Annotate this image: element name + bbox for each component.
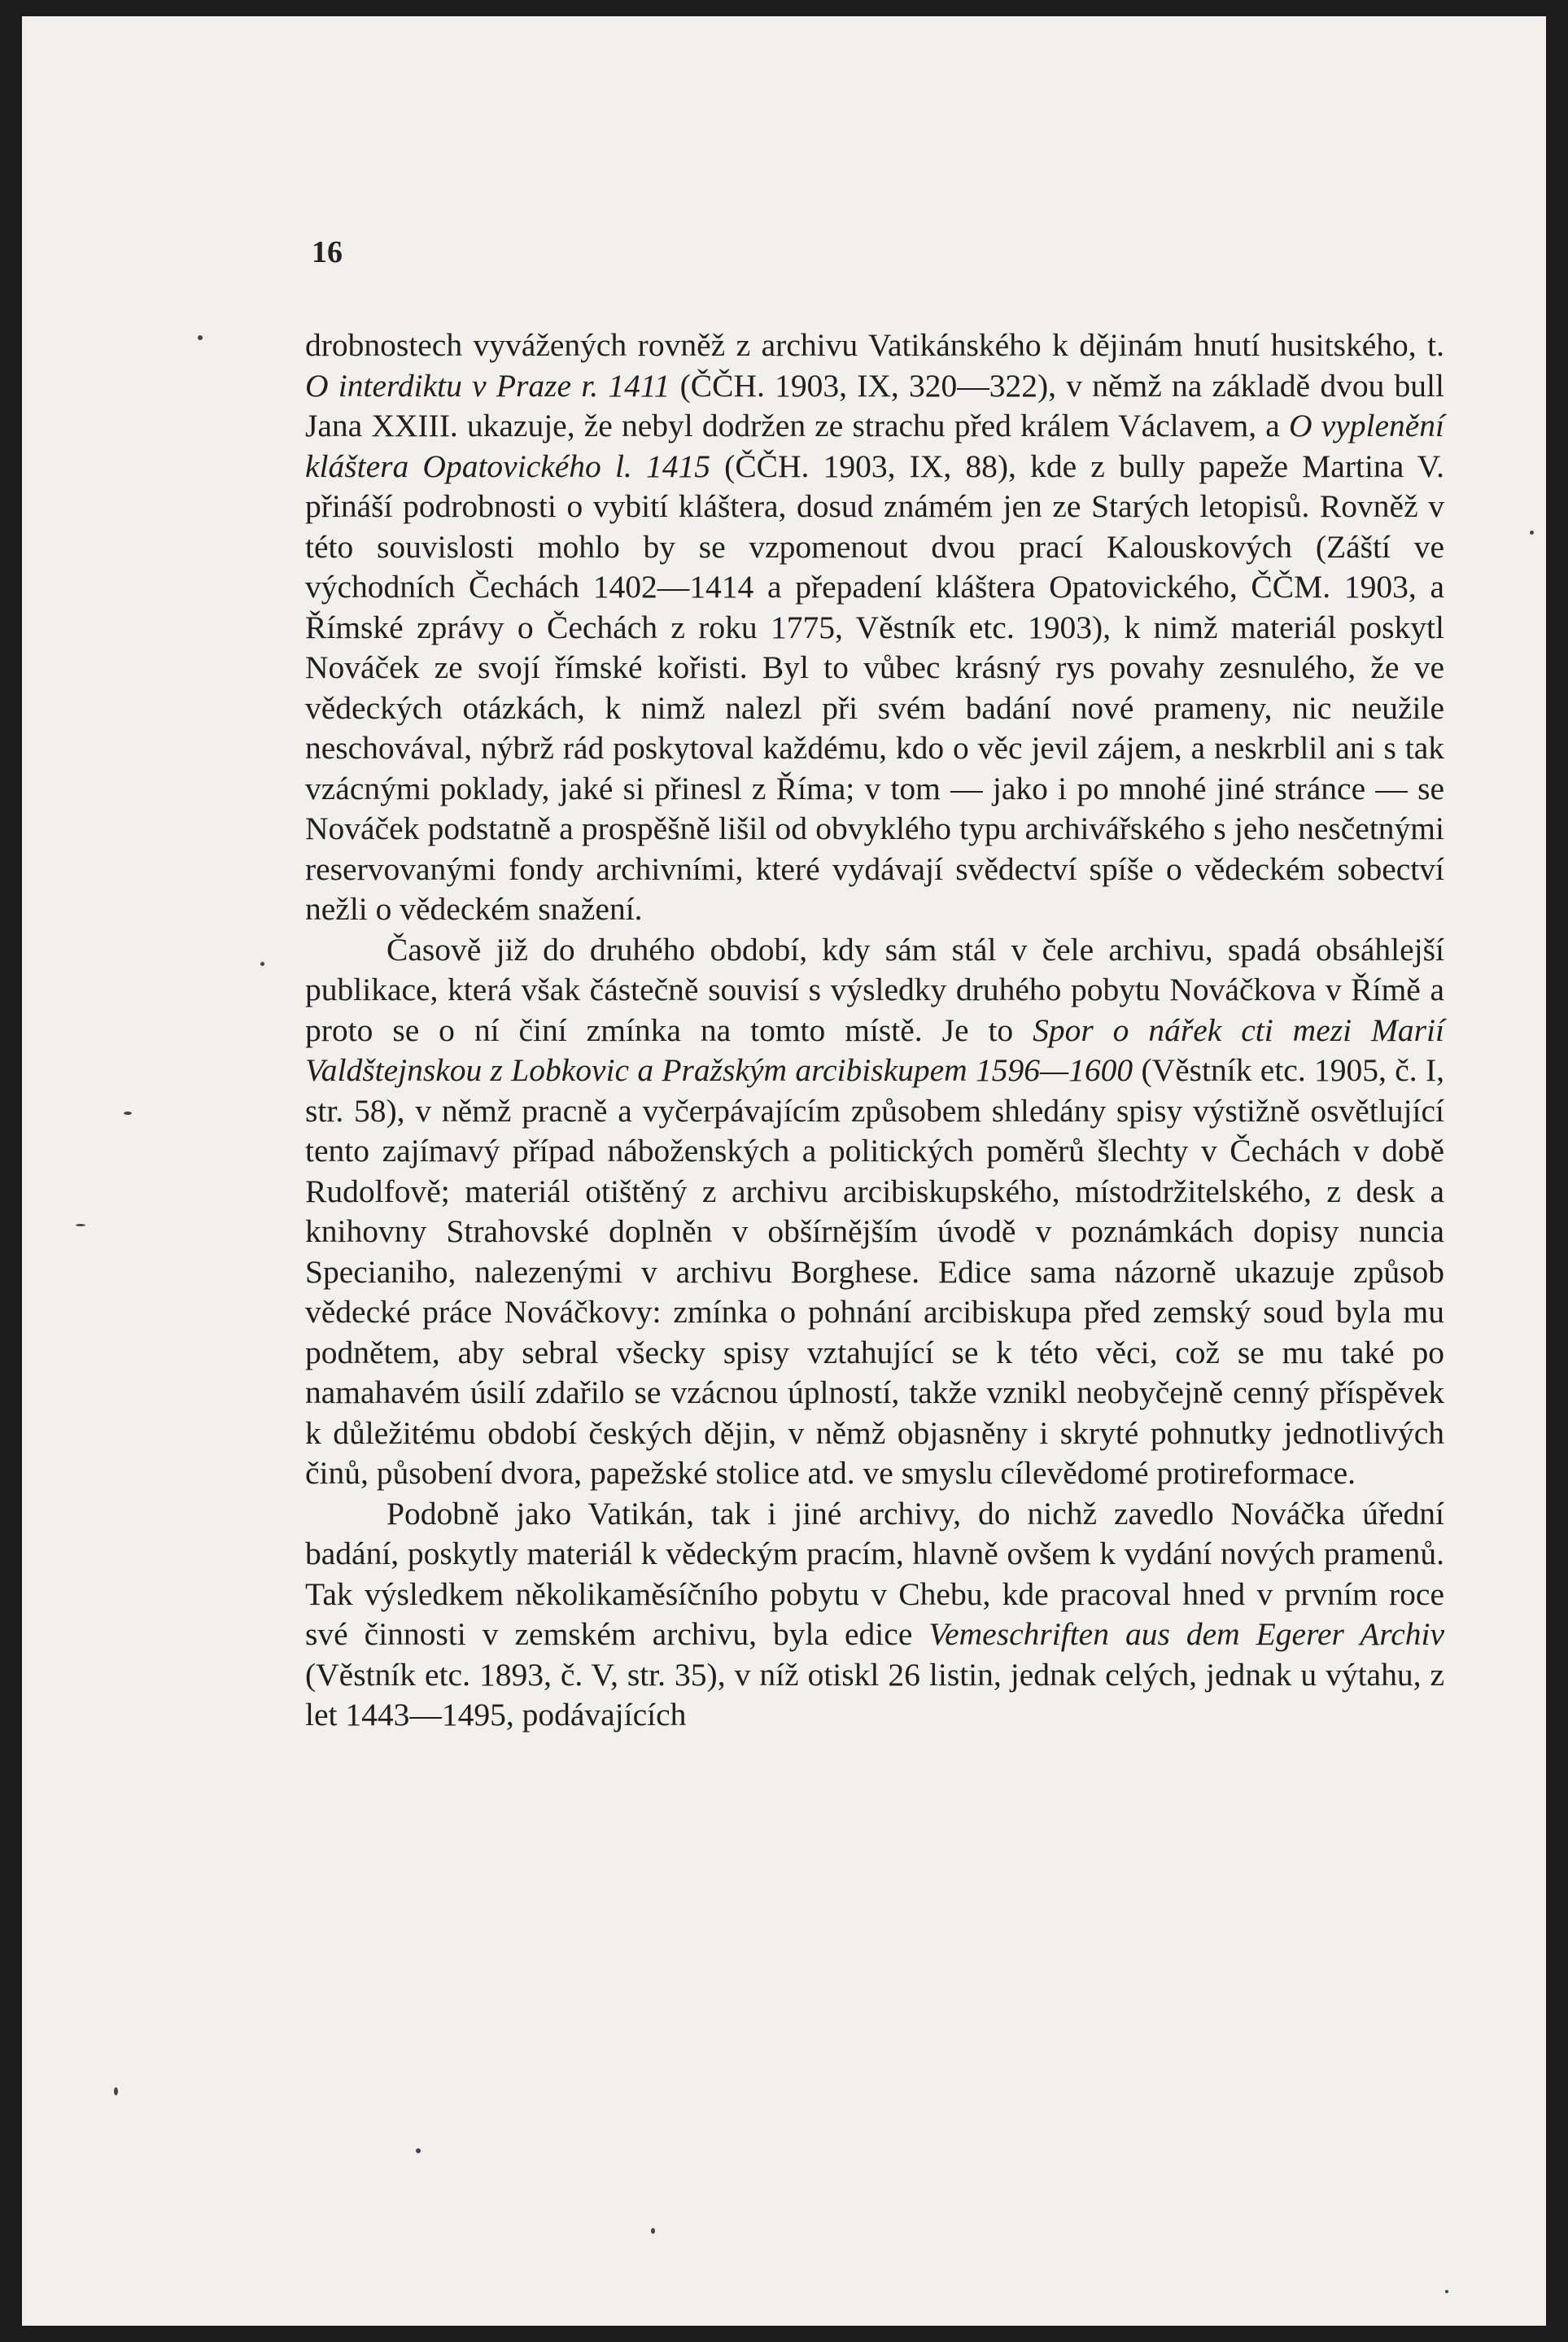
text-run: (Věstník etc. 1893, č. V, str. 35), v níž otiskl 26 listin, jednak celých, jednak u výtahu, z let 1443—1495, podávajících bbox=[305, 1656, 1444, 1732]
text-run: Podobně jako Vatikán, tak i jiné archivy, do nichž zavedlo Nováčka úřední badání, poskytly materiál k vědeckým pracím, hlavně ovšem k vydání nových pramenů. Tak výsledkem několikaměsíčního pobytu v Chebu, kde pracoval hned v prvním roce své činnosti v zemském archivu, byla edice bbox=[305, 1495, 1444, 1652]
italic-title: Vemeschriften aus dem Egerer Archiv bbox=[928, 1616, 1444, 1652]
scan-speck bbox=[651, 2228, 655, 2234]
scan-speck bbox=[114, 2087, 118, 2095]
text-run: (Věstník etc. 1905, č. I, str. 58), v němž pracně a vyčerpávajícím způsobem shledány spisy výstižně osvětlující tento zajímavý případ náboženských a politických poměrů šlechty v Čechách v době Rudolfově; materiál otištěný z archivu arcibiskupského, místodržitelského, z desk a knihovny Strahovské doplněn v obšírnějším úvodě v poznámkách dopisy nuncia Specianiho, nalezenými v archivu Borghese. Edice sama názorně ukazuje způsob vědecké práce Nováčkovy: zmínka o pohnání arcibiskupa před zemský soud byla mu podnětem, aby sebral všecky spisy vztahující se k této věci, což se mu také po namahavém úsilí zdařilo se vzácnou úplností, takže vznikl neobyčejně cenný příspěvek k důležitému období českých dějin, v němž objasněny i skryté pohnutky jednotlivých činů, působení dvora, papežské stolice atd. ve smyslu cílevědomé protireformace. bbox=[305, 1052, 1444, 1491]
italic-title: Spor o nářek cti mezi Marií Valdštejnskou z Lobkovic a Pražským arcibiskupem 1596—1600 bbox=[305, 1012, 1444, 1088]
book-page bbox=[22, 16, 1546, 2326]
body-text bbox=[305, 326, 1444, 1736]
text-run: drobnostech vyvážených rovněž z archivu Vatikánského k dějinám hnutí husitského, t. bbox=[305, 327, 1444, 363]
text-run: (ČČH. 1903, IX, 88), kde z bully papeže Martina V. přináší podrobnosti o vybití kláštera, dosud známém jen ze Starých letopisů. Rovněž v této souvislosti mohlo by se vzpomenout dvou prací Kalouskových (Záští ve východních Čechách 1402—1414 a přepadení kláštera Opatovického, ČČM. 1903, a Římské zprávy o Čechách z roku 1775, Věstník etc. 1903), k nimž materiál poskytl Nováček ze svojí římské kořisti. Byl to vůbec krásný rys povahy zesnulého, že ve vědeckých otázkách, k nimž nalezl při svém badání nové prameny, nic neužile neschovával, nýbrž rád poskytoval každému, kdo o věc jevil zájem, a neskrblil ani s tak vzácnými poklady, jaké si přinesl z Říma; v tom — jako i po mnohé jiné stránce — se Nováček podstatně a prospěšně lišil od obvyklého typu archivářského s jeho nesčetnými reservovanými fondy archivními, které vydávají svědectví spíše o vědeckém sobectví nežli o vědeckém snažení. bbox=[305, 448, 1444, 927]
scan-speck bbox=[260, 962, 264, 966]
scan-speck bbox=[198, 335, 203, 340]
scan-speck bbox=[76, 1224, 85, 1226]
scan-speck bbox=[1530, 531, 1534, 535]
italic-title: O interdiktu v Praze r. 1411 bbox=[305, 367, 670, 404]
italic-title: O vyplenění kláštera Opatovického l. 1415 bbox=[305, 408, 1444, 484]
text-run: Časově již do druhého období, kdy sám stál v čele archivu, spadá obsáhlejší publikace, která však částečně souvisí s výsledky druhého pobytu Nováčkova v Římě a proto se o ní činí zmínka na tomto místě. Je to bbox=[305, 931, 1444, 1048]
text-run: (ČČH. 1903, IX, 320—322), v němž na základě dvou bull Jana XXIII. ukazuje, že nebyl dodržen ze strachu před králem Václavem, a bbox=[305, 367, 1444, 443]
scan-speck bbox=[416, 2148, 421, 2153]
scan-speck bbox=[124, 1112, 132, 1115]
scan-speck bbox=[1445, 2290, 1448, 2293]
paragraph-2 bbox=[305, 930, 1444, 1494]
page-number: 16 bbox=[312, 235, 343, 269]
paragraph-3 bbox=[305, 1494, 1444, 1736]
paragraph-1 bbox=[305, 326, 1444, 930]
